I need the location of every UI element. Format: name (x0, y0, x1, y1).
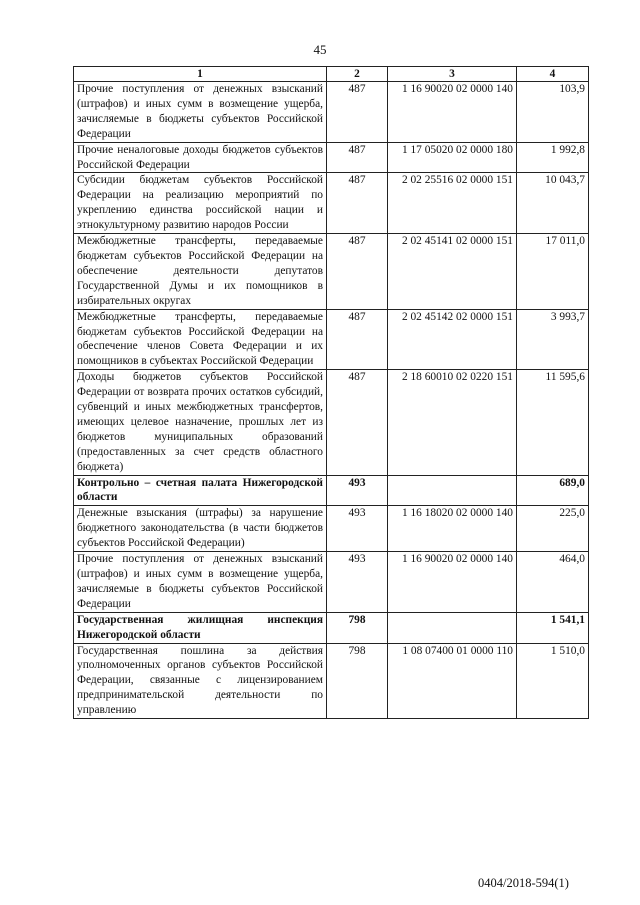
row-name: Межбюджетные трансферты, передаваемые бюджетам субъектов Российской Федерации на обеспечение деятельности депутатов Государственной Думы и их помощников в избирательных округах (74, 234, 327, 310)
row-amount: 689,0 (517, 475, 589, 506)
row-admin-code: 798 (327, 643, 388, 719)
table-section-row (74, 612, 589, 643)
row-budget-code: 1 17 05020 02 0000 180 (388, 142, 517, 173)
section-name: Государственная жилищная инспекция Нижегородской области (74, 612, 327, 643)
row-admin-code: 798 (327, 612, 388, 643)
row-budget-code: 2 02 25516 02 0000 151 (388, 173, 517, 234)
row-admin-code: 493 (327, 475, 388, 506)
row-name: Межбюджетные трансферты, передаваемые бюджетам субъектов Российской Федерации на обеспечение членов Совета Федерации и их помощников в субъектах Российской Федерации (74, 309, 327, 370)
row-name: Денежные взыскания (штрафы) за нарушение бюджетного законодательства (в части бюджетов субъектов Российской Федерации) (74, 506, 327, 552)
row-amount: 3 993,7 (517, 309, 589, 370)
page-number: 45 (313, 42, 327, 57)
table-row (74, 643, 589, 719)
row-name: Прочие неналоговые доходы бюджетов субъектов Российской Федерации (74, 142, 327, 173)
table-row (74, 234, 589, 310)
table-row (74, 142, 589, 173)
row-amount: 103,9 (517, 82, 589, 143)
row-budget-code: 1 16 90020 02 0000 140 (388, 552, 517, 613)
row-name: Прочие поступления от денежных взысканий (штрафов) и иных сумм в возмещение ущерба, зачисляемые в бюджеты субъектов Российской Федерации (74, 552, 327, 613)
row-admin-code: 493 (327, 506, 388, 552)
row-budget-code (388, 612, 517, 643)
table-header-row (74, 67, 589, 82)
row-amount: 10 043,7 (517, 173, 589, 234)
table-row (74, 309, 589, 370)
row-name: Прочие поступления от денежных взысканий (штрафов) и иных сумм в возмещение ущерба, зачисляемые в бюджеты субъектов Российской Федерации (74, 82, 327, 143)
row-budget-code: 2 02 45142 02 0000 151 (388, 309, 517, 370)
row-amount: 464,0 (517, 552, 589, 613)
row-name: Доходы бюджетов субъектов Российской Федерации от возврата прочих остатков субсидий, субвенций и иных межбюджетных трансфертов, имеющих целевое назначение, прошлых лет из бюджетов муниципальных образований (предоставленных за счет средств областного бюджета) (74, 370, 327, 475)
table-row (74, 370, 589, 475)
row-name: Субсидии бюджетам субъектов Российской Федерации на реализацию мероприятий по укреплению единства российской нации и этнокультурному развитию народов России (74, 173, 327, 234)
table-row (74, 506, 589, 552)
table-row (74, 82, 589, 143)
row-admin-code: 487 (327, 173, 388, 234)
row-admin-code: 487 (327, 142, 388, 173)
row-budget-code: 2 18 60010 02 0220 151 (388, 370, 517, 475)
row-admin-code: 487 (327, 234, 388, 310)
row-admin-code: 487 (327, 370, 388, 475)
table-section-row (74, 475, 589, 506)
revenue-table (73, 66, 589, 719)
table-row (74, 552, 589, 613)
row-amount: 1 992,8 (517, 142, 589, 173)
column-header-1: 1 (74, 67, 327, 82)
row-amount: 1 510,0 (517, 643, 589, 719)
row-budget-code: 1 08 07400 01 0000 110 (388, 643, 517, 719)
table-row (74, 173, 589, 234)
row-name: Государственная пошлина за действия уполномоченных органов субъектов Российской Федерации, связанные с лицензированием предпринимательской деятельности по управлению (74, 643, 327, 719)
row-budget-code (388, 475, 517, 506)
row-amount: 225,0 (517, 506, 589, 552)
row-budget-code: 1 16 18020 02 0000 140 (388, 506, 517, 552)
document-number: 0404/2018-594(1) (478, 876, 569, 890)
row-budget-code: 1 16 90020 02 0000 140 (388, 82, 517, 143)
row-amount: 1 541,1 (517, 612, 589, 643)
row-admin-code: 487 (327, 309, 388, 370)
column-header-3: 3 (388, 67, 517, 82)
section-name: Контрольно – счетная палата Нижегородской области (74, 475, 327, 506)
column-header-2: 2 (327, 67, 388, 82)
row-budget-code: 2 02 45141 02 0000 151 (388, 234, 517, 310)
row-admin-code: 493 (327, 552, 388, 613)
row-amount: 11 595,6 (517, 370, 589, 475)
column-header-4: 4 (517, 67, 589, 82)
row-amount: 17 011,0 (517, 234, 589, 310)
row-admin-code: 487 (327, 82, 388, 143)
